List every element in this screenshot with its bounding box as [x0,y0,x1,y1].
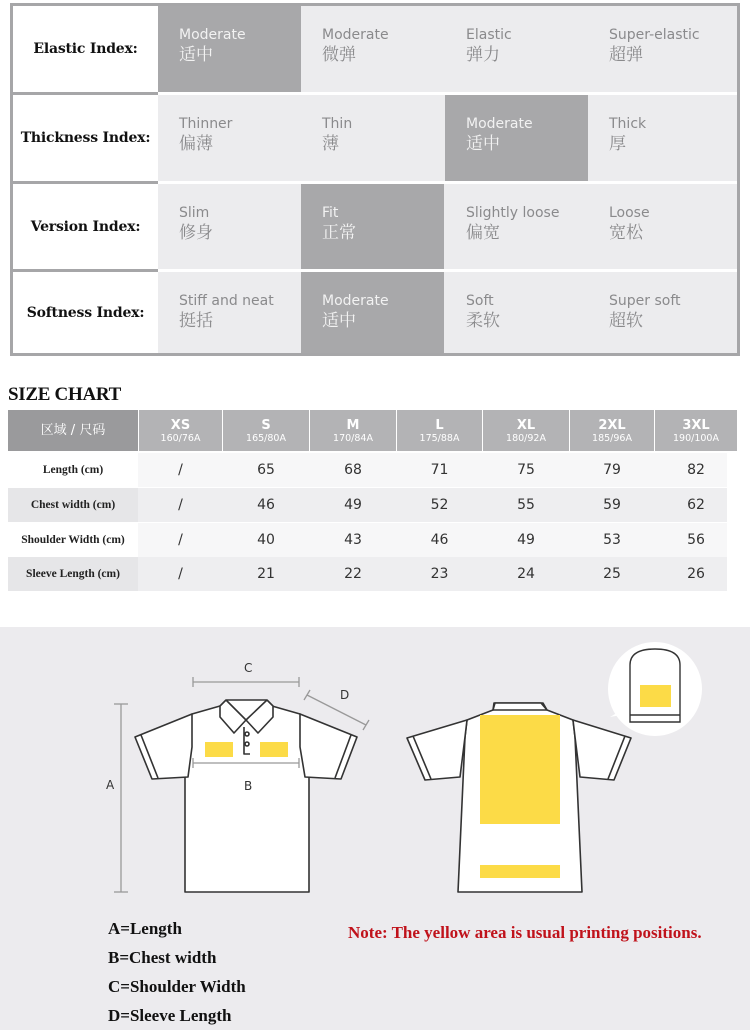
size-label: XS [170,418,191,433]
option-en: Slim [179,205,210,221]
cell-value: 55 [517,497,535,513]
option-en: Fit [322,205,339,221]
option-zh: 适中 [179,45,213,65]
index-option [158,95,301,181]
cell-value: 79 [603,462,621,478]
option-en: Thinner [179,116,233,132]
option-zh: 弹力 [466,45,500,65]
option-zh: 厚 [609,134,626,154]
cell-value: 75 [517,462,535,478]
legend-item-a: A=Length [108,919,182,938]
option-en: Thick [609,116,647,132]
option-en: Thin [322,116,353,132]
index-option [445,184,588,270]
size-label: 2XL [598,418,626,433]
index-option [588,184,737,270]
header-size-2xl [570,410,654,451]
index-label: Version Index: [13,184,158,270]
header-region-size [8,410,138,451]
cell-value: / [178,532,183,548]
row-label: Length (cm) [8,453,138,487]
cell-value: 68 [344,462,362,478]
option-zh: 薄 [322,134,339,154]
option-zh: 柔软 [466,311,500,331]
index-option [588,272,737,353]
option-en: Moderate [179,27,246,43]
index-row-softness [13,272,737,353]
dimension-label-b: B [244,779,253,793]
index-option [158,184,301,270]
option-en: Super-elastic [609,27,700,43]
cell-value: / [178,497,183,513]
table-row [8,523,727,557]
option-zh: 正常 [322,223,356,243]
cell-value: 40 [257,532,275,548]
option-en: Soft [466,293,494,309]
cell-value: 82 [687,462,705,478]
print-area-back-hem [480,865,560,878]
header-size-m [310,410,396,451]
legend-item-c: C=Shoulder Width [108,977,246,996]
size-std: 190/100A [673,433,719,444]
index-label: Thickness Index: [13,95,158,181]
option-en: Loose [609,205,650,221]
option-en: Moderate [466,116,533,132]
header-size-3xl [655,410,737,451]
printing-note: Note: The yellow area is usual printing positions. [348,923,702,942]
cell-value: 49 [517,532,535,548]
size-std: 165/80A [246,433,286,444]
table-row [8,453,727,487]
index-option [588,95,737,181]
index-row-thickness [13,95,737,181]
dimension-label-a: A [106,778,115,792]
row-label: Shoulder Width (cm) [8,523,138,557]
index-option [445,6,588,92]
index-option [301,95,444,181]
table-row [8,557,727,591]
size-label: L [435,418,444,433]
cell-value: 46 [257,497,275,513]
cell-value: / [178,566,183,582]
index-option [588,6,737,92]
cell-value: 56 [687,532,705,548]
index-label: Softness Index: [13,272,158,353]
header-label: 区域 / 尺码 [40,423,106,438]
header-size-l [397,410,482,451]
dimension-label-d: D [340,688,350,702]
size-std: 170/84A [333,433,373,444]
size-label: XL [516,418,536,433]
cell-value: 24 [517,566,535,582]
option-zh: 偏薄 [179,134,213,154]
cell-value: 43 [344,532,362,548]
measurement-legend [108,918,246,1034]
legend-item-d: D=Sleeve Length [108,1006,232,1025]
cell-value: 26 [687,566,705,582]
table-row [8,488,727,522]
index-option-selected [301,272,444,353]
option-zh: 偏宽 [466,223,500,243]
cell-value: / [178,462,183,478]
index-row-elastic [13,6,737,92]
index-option-selected [445,95,588,181]
cell-value: 25 [603,566,621,582]
index-option [301,6,444,92]
size-label: 3XL [682,418,710,433]
cell-value: 62 [687,497,705,513]
legend-item-b: B=Chest width [108,948,217,967]
index-option [158,272,301,353]
option-zh: 微弹 [322,45,356,65]
index-option-selected [158,6,301,92]
print-area-left-chest [205,742,233,757]
size-label: S [261,418,271,433]
size-chart-title: SIZE CHART [8,384,122,405]
cell-value: 22 [344,566,362,582]
print-area-sleeve [640,685,671,707]
row-label: Chest width (cm) [8,488,138,522]
option-zh: 适中 [466,134,500,154]
cell-value: 49 [344,497,362,513]
option-zh: 宽松 [609,223,643,243]
print-area-back [480,715,560,824]
option-en: Elastic [466,27,512,43]
size-std: 160/76A [160,433,201,444]
size-chart-table [8,410,741,591]
header-size-xs [139,410,222,451]
fabric-index-table [10,3,740,356]
cell-value: 53 [603,532,621,548]
option-zh: 挺括 [179,311,213,331]
option-zh: 超弹 [609,45,643,65]
cell-value: 21 [257,566,275,582]
option-zh: 超软 [609,311,643,331]
row-label: Sleeve Length (cm) [8,557,138,591]
index-option [445,272,588,353]
option-en: Moderate [322,27,389,43]
header-size-s [223,410,309,451]
size-label: M [346,418,360,433]
dimension-label-c: C [244,661,253,675]
index-option-selected [301,184,444,270]
size-std: 185/96A [592,433,632,444]
cell-value: 59 [603,497,621,513]
size-std: 175/88A [419,433,460,444]
print-area-right-chest [260,742,288,757]
option-zh: 适中 [322,311,356,331]
cell-value: 52 [430,497,449,513]
cell-value: 65 [257,462,275,478]
index-label: Elastic Index: [13,6,158,92]
cell-value: 46 [430,532,449,548]
option-en: Moderate [322,293,389,309]
option-en: Stiff and neat [179,293,274,309]
cell-value: 71 [430,462,449,478]
front-shirt-icon [135,700,357,892]
size-std: 180/92A [506,433,546,444]
option-en: Super soft [609,293,681,309]
option-zh: 修身 [179,223,213,243]
option-en: Slightly loose [466,205,560,221]
header-size-xl [483,410,569,451]
cell-value: 23 [430,566,449,582]
index-row-version [13,184,737,270]
sleeve-inset-icon [608,642,702,736]
